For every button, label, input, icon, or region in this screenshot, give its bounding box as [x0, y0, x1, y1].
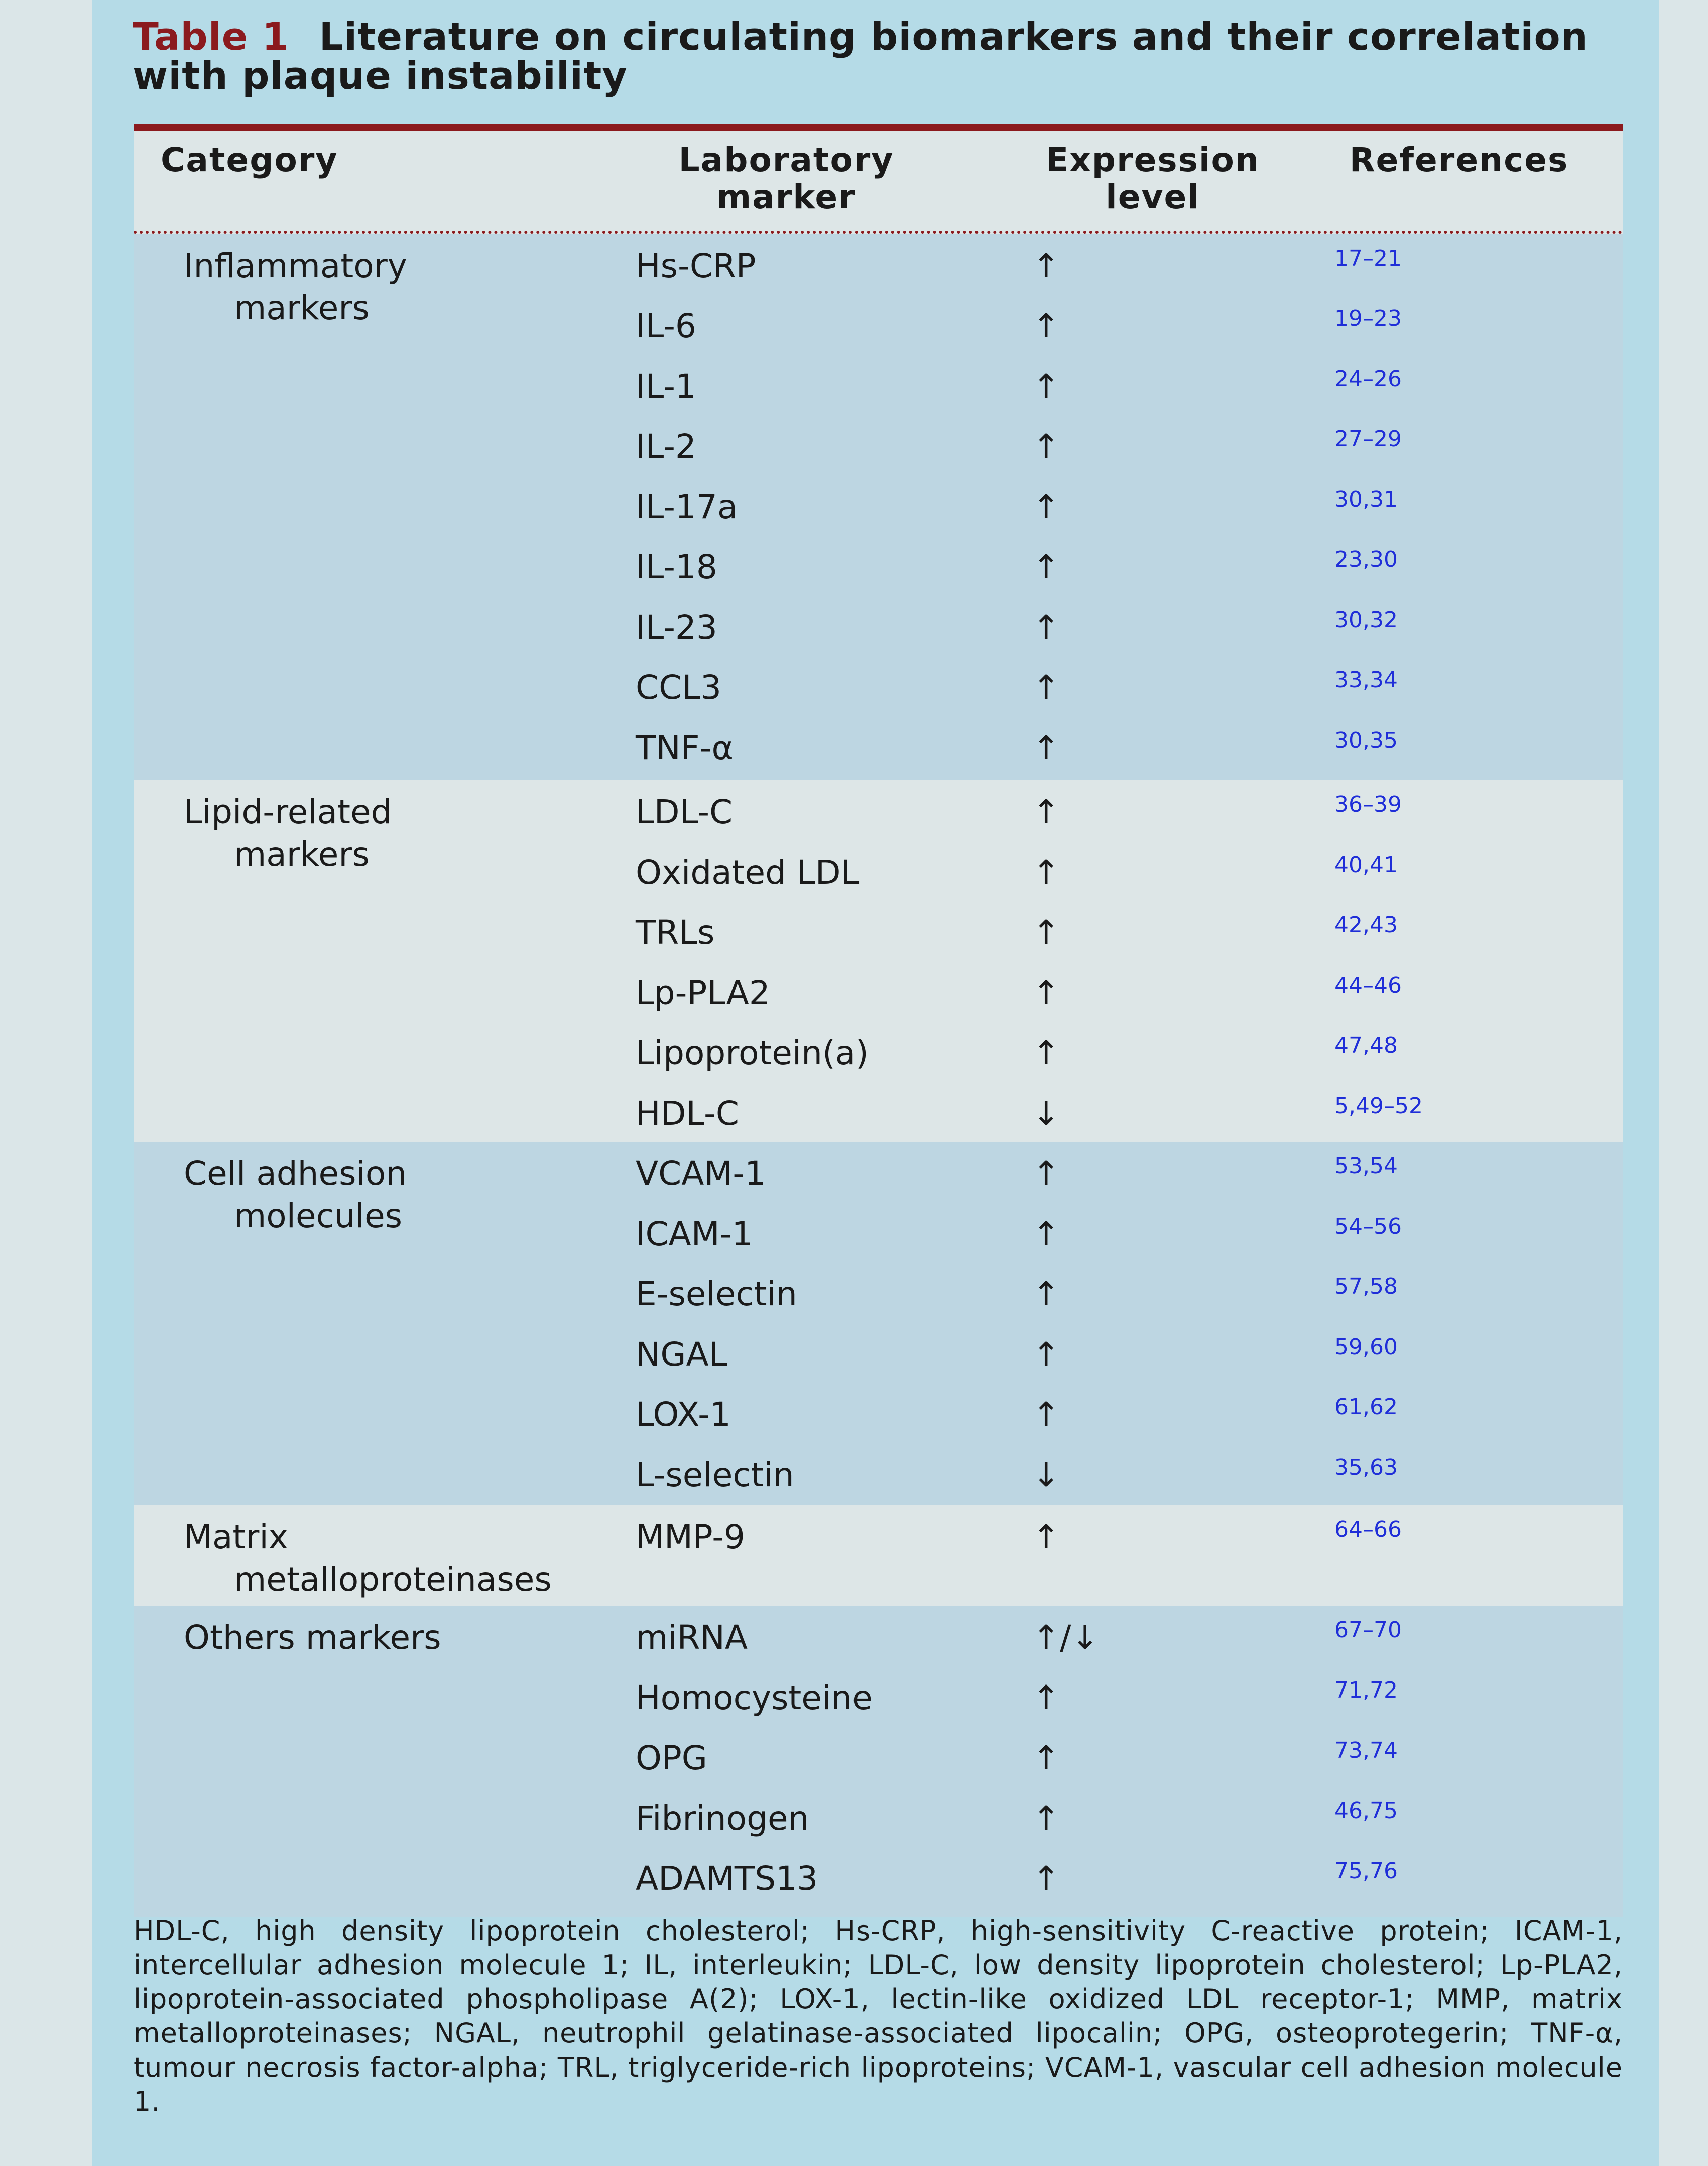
expression-level-cell: ↑ [1032, 1034, 1060, 1072]
reference-link[interactable]: 30,31 [1334, 487, 1398, 512]
table-caption: Literature on circulating biomarkers and their correlation with plaque instability [133, 14, 1589, 98]
table-row [134, 840, 1623, 901]
table-row [134, 1606, 1623, 1666]
table-row [134, 780, 1623, 840]
table-row [134, 1322, 1623, 1383]
reference-link[interactable]: 27–29 [1334, 426, 1402, 452]
marker-cell: Oxidated LDL [636, 853, 860, 892]
expression-level-cell: ↑ [1032, 729, 1060, 767]
table-row [134, 961, 1623, 1021]
marker-cell: OPG [636, 1739, 707, 1777]
reference-link[interactable]: 5,49–52 [1334, 1093, 1423, 1119]
reference-link[interactable]: 33,34 [1334, 667, 1398, 693]
table-row [134, 1443, 1623, 1503]
marker-cell: LOX-1 [636, 1395, 731, 1434]
header-marker-line2: marker [716, 178, 856, 216]
marker-cell: IL-2 [636, 427, 696, 466]
table-row [134, 1666, 1623, 1726]
table-row [134, 1262, 1623, 1322]
expression-level-cell: ↑ [1032, 548, 1060, 586]
table-row [134, 716, 1623, 776]
reference-link[interactable]: 30,35 [1334, 728, 1398, 753]
table-row [134, 1021, 1623, 1081]
category-group [134, 1142, 1623, 1505]
table-row [134, 535, 1623, 595]
table-row [134, 1847, 1623, 1907]
expression-level-cell: ↑ [1032, 1154, 1060, 1193]
header-expression-level [1017, 142, 1288, 216]
expression-level-cell: ↑ [1032, 427, 1060, 466]
table-row [134, 1142, 1623, 1202]
expression-level-cell: ↑ [1032, 1215, 1060, 1253]
expression-level-cell: ↑ [1032, 1859, 1060, 1898]
table-row [134, 1786, 1623, 1847]
category-line1: Others markers [184, 1618, 441, 1657]
table-row [134, 901, 1623, 961]
marker-cell: Fibrinogen [636, 1799, 809, 1838]
reference-link[interactable]: 17–21 [1334, 246, 1402, 271]
table-title [133, 14, 1619, 98]
expression-level-cell: ↑ [1032, 974, 1060, 1012]
header-references: References [1349, 141, 1569, 179]
marker-cell: VCAM-1 [636, 1154, 766, 1193]
reference-link[interactable]: 35,63 [1334, 1455, 1398, 1480]
expression-level-cell: ↑ [1032, 367, 1060, 406]
reference-link[interactable]: 59,60 [1334, 1334, 1398, 1360]
expression-level-cell: ↑ [1032, 1739, 1060, 1777]
header-category: Category [161, 141, 338, 179]
category-group [134, 780, 1623, 1142]
category-line2: markers [234, 289, 370, 327]
table-row [134, 656, 1623, 716]
marker-cell: IL-1 [636, 367, 696, 406]
category-group [134, 1606, 1623, 1917]
marker-cell: Hs-CRP [636, 247, 756, 285]
reference-link[interactable]: 23,30 [1334, 547, 1398, 572]
table-row [134, 294, 1623, 354]
marker-cell: LDL-C [636, 793, 733, 831]
reference-link[interactable]: 57,58 [1334, 1274, 1398, 1299]
expression-level-cell: ↑ [1032, 1275, 1060, 1313]
expression-level-cell: ↑ [1032, 853, 1060, 892]
table-row [134, 415, 1623, 475]
reference-link[interactable]: 30,32 [1334, 607, 1398, 633]
marker-cell: IL-23 [636, 608, 717, 647]
reference-link[interactable]: 64–66 [1334, 1517, 1402, 1542]
category-line1: Inflammatory [184, 247, 407, 285]
marker-cell: IL-6 [636, 307, 696, 345]
marker-cell: IL-18 [636, 548, 717, 586]
expression-level-cell: ↑ [1032, 307, 1060, 345]
marker-cell: MMP-9 [636, 1518, 746, 1556]
reference-link[interactable]: 36–39 [1334, 792, 1402, 817]
category-line1: Cell adhesion [184, 1154, 407, 1193]
reference-link[interactable]: 75,76 [1334, 1858, 1398, 1884]
table-row [134, 1505, 1623, 1566]
marker-cell: TRLs [636, 913, 715, 952]
marker-cell: miRNA [636, 1618, 748, 1657]
table-header [134, 131, 1623, 234]
category-line1: Lipid-related [184, 793, 392, 831]
header-expression-line2: level [1106, 178, 1200, 216]
reference-link[interactable]: 47,48 [1334, 1033, 1398, 1058]
marker-cell: ICAM-1 [636, 1215, 753, 1253]
table-row [134, 1081, 1623, 1142]
reference-link[interactable]: 54–56 [1334, 1214, 1402, 1239]
expression-level-cell: ↑ [1032, 913, 1060, 952]
category-line1: Matrix [184, 1518, 288, 1556]
expression-level-cell: ↓ [1032, 1094, 1060, 1133]
marker-cell: L-selectin [636, 1456, 794, 1494]
table-row [134, 1383, 1623, 1443]
header-expression-line1: Expression [1046, 141, 1260, 179]
table-row [134, 1726, 1623, 1786]
marker-cell: Homocysteine [636, 1678, 873, 1717]
marker-cell: CCL3 [636, 668, 721, 707]
header-laboratory-marker [631, 142, 942, 216]
expression-level-cell: ↑ [1032, 608, 1060, 647]
reference-link[interactable]: 42,43 [1334, 912, 1398, 938]
reference-link[interactable]: 40,41 [1334, 852, 1398, 878]
category-group [134, 234, 1623, 780]
category-line2: markers [234, 835, 370, 874]
category-line2: metalloproteinases [234, 1560, 552, 1599]
table-row [134, 475, 1623, 535]
reference-link[interactable]: 24–26 [1334, 366, 1402, 392]
marker-cell: HDL-C [636, 1094, 739, 1133]
expression-level-cell: ↑ [1032, 793, 1060, 831]
expression-level-cell: ↑ [1032, 488, 1060, 526]
category-group [134, 1505, 1623, 1606]
header-marker-line1: Laboratory [678, 141, 894, 179]
expression-level-cell: ↑ [1032, 247, 1060, 285]
marker-cell: NGAL [636, 1335, 727, 1374]
marker-cell: ADAMTS13 [636, 1859, 818, 1898]
reference-link[interactable]: 71,72 [1334, 1677, 1398, 1703]
table-panel [92, 0, 1659, 2166]
table-footnote: HDL-C, high density lipoprotein cholesterol; Hs-CRP, high-sensitivity C-reactive protein; ICAM-1, intercellular adhesion molecule 1; IL, interleukin; LDL-C, low density lipoprotein cholesterol; Lp-PLA2, lipoprotein-associated phospholipase A(2); LOX-1, lectin-like oxidized LDL receptor-1; MMP, matrix metalloproteinases; NGAL, neutrophil gelatinase-associated lipocalin; OPG, osteoprotegerin; TNF-α, tumour necrosis factor-alpha; TRL, triglyceride-rich lipoproteins; VCAM-1, vascular cell adhesion molecule 1. [134, 1915, 1623, 2117]
reference-link[interactable]: 19–23 [1334, 306, 1402, 331]
reference-link[interactable]: 67–70 [1334, 1617, 1402, 1643]
marker-cell: Lp-PLA2 [636, 974, 770, 1012]
expression-level-cell: ↓ [1032, 1456, 1060, 1494]
marker-cell: IL-17a [636, 488, 738, 526]
reference-link[interactable]: 61,62 [1334, 1394, 1398, 1420]
reference-link[interactable]: 73,74 [1334, 1738, 1398, 1763]
expression-level-cell: ↑ [1032, 668, 1060, 707]
expression-level-cell: ↑ [1032, 1518, 1060, 1556]
biomarker-table [134, 124, 1623, 1898]
marker-cell: E-selectin [636, 1275, 797, 1313]
table-label: Table 1 [133, 14, 289, 59]
expression-level-cell: ↑ [1032, 1799, 1060, 1838]
reference-link[interactable]: 46,75 [1334, 1798, 1398, 1824]
table-row [134, 234, 1623, 294]
marker-cell: Lipoprotein(a) [636, 1034, 869, 1072]
marker-cell: TNF-α [636, 729, 734, 767]
table-row [134, 595, 1623, 656]
table-row [134, 354, 1623, 415]
reference-link[interactable]: 53,54 [1334, 1153, 1398, 1179]
expression-level-cell: ↑ [1032, 1395, 1060, 1434]
table-row [134, 1202, 1623, 1262]
expression-level-cell: ↑ [1032, 1678, 1060, 1717]
expression-level-cell: ↑/↓ [1032, 1618, 1099, 1657]
expression-level-cell: ↑ [1032, 1335, 1060, 1374]
category-line2: molecules [234, 1196, 403, 1235]
reference-link[interactable]: 44–46 [1334, 973, 1402, 998]
